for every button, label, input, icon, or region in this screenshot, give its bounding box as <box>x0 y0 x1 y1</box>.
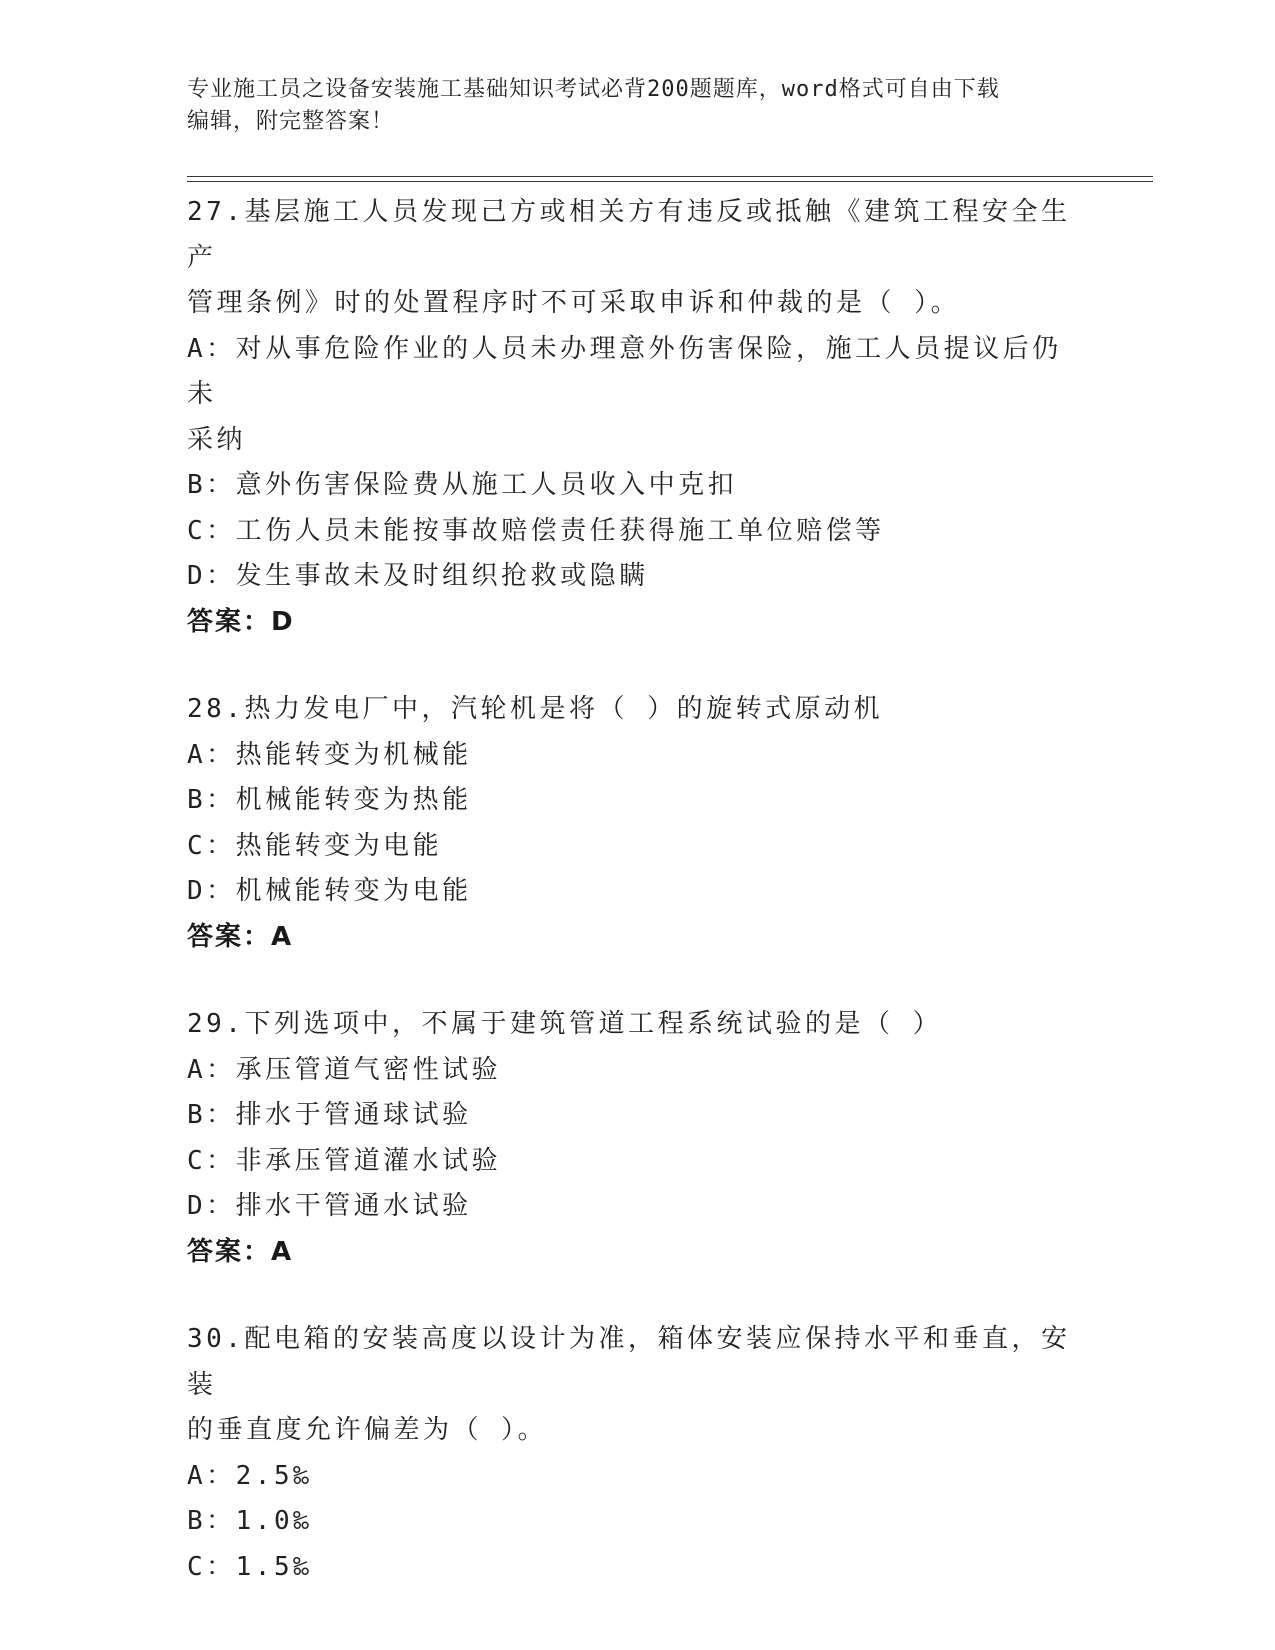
question-block <box>187 190 1087 645</box>
question-stem-line: 的垂直度允许偏差为（ ）。 <box>187 1415 548 1445</box>
question-stem-line: 管理条例》时的处置程序时不可采取申诉和仲裁的是（ ）。 <box>187 288 961 318</box>
question-block <box>187 1002 1087 1275</box>
answer-option-line: A：2.5‰ <box>187 1460 313 1491</box>
question-stem-line: 28.热力发电厂中，汽轮机是将（ ）的旋转式原动机 <box>187 694 884 724</box>
question-block <box>187 687 1087 960</box>
answer-option-line: 采纳 <box>187 424 247 455</box>
answer-option-line: D：排水干管通水试验 <box>187 1191 472 1221</box>
answer-option-line: A：对从事危险作业的人员未办理意外伤害保险，施工人员提议后仍未 <box>187 333 1062 409</box>
answer-option-line: C：工伤人员未能按事故赔偿责任获得施工单位赔偿等 <box>187 515 885 546</box>
question-stem-line: 27.基层施工人员发现己方或相关方有违反或抵触《建筑工程安全生产 <box>187 197 1071 273</box>
answer-key: 答案：A <box>187 921 294 952</box>
answer-option-line: A：热能转变为机械能 <box>187 739 472 770</box>
header-divider-bottom <box>187 181 1153 182</box>
answer-option-line: C：非承压管道灌水试验 <box>187 1145 502 1176</box>
answer-option-line: C：热能转变为电能 <box>187 830 443 861</box>
answer-option-line: C：1.5‰ <box>187 1551 313 1582</box>
question-list <box>187 190 1087 1632</box>
question-stem-line: 30.配电箱的安装高度以设计为准，箱体安装应保持水平和垂直，安装 <box>187 1324 1071 1400</box>
answer-option-line: D：发生事故未及时组织抢救或隐瞒 <box>187 561 649 591</box>
header-line-2: 编辑，附完整答案！ <box>187 109 395 134</box>
question-stem-line: 29.下列选项中，不属于建筑管道工程系统试验的是（ ） <box>187 1009 943 1039</box>
answer-option-line: B：1.0‰ <box>187 1506 313 1536</box>
answer-option-line: D：机械能转变为电能 <box>187 876 472 906</box>
header-divider-top <box>187 176 1153 177</box>
answer-option-line: B：机械能转变为热能 <box>187 785 472 815</box>
answer-key: 答案：D <box>187 606 295 637</box>
question-block <box>187 1317 1087 1590</box>
answer-option-line: B：意外伤害保险费从施工人员收入中克扣 <box>187 470 738 500</box>
header-line-1: 专业施工员之设备安装施工基础知识考试必背200题题库，word格式可自由下载 <box>187 77 1000 102</box>
answer-key: 答案：A <box>187 1236 294 1267</box>
answer-option-line: B：排水于管通球试验 <box>187 1100 472 1130</box>
document-header <box>187 74 1087 138</box>
answer-option-line: A：承压管道气密性试验 <box>187 1054 502 1085</box>
